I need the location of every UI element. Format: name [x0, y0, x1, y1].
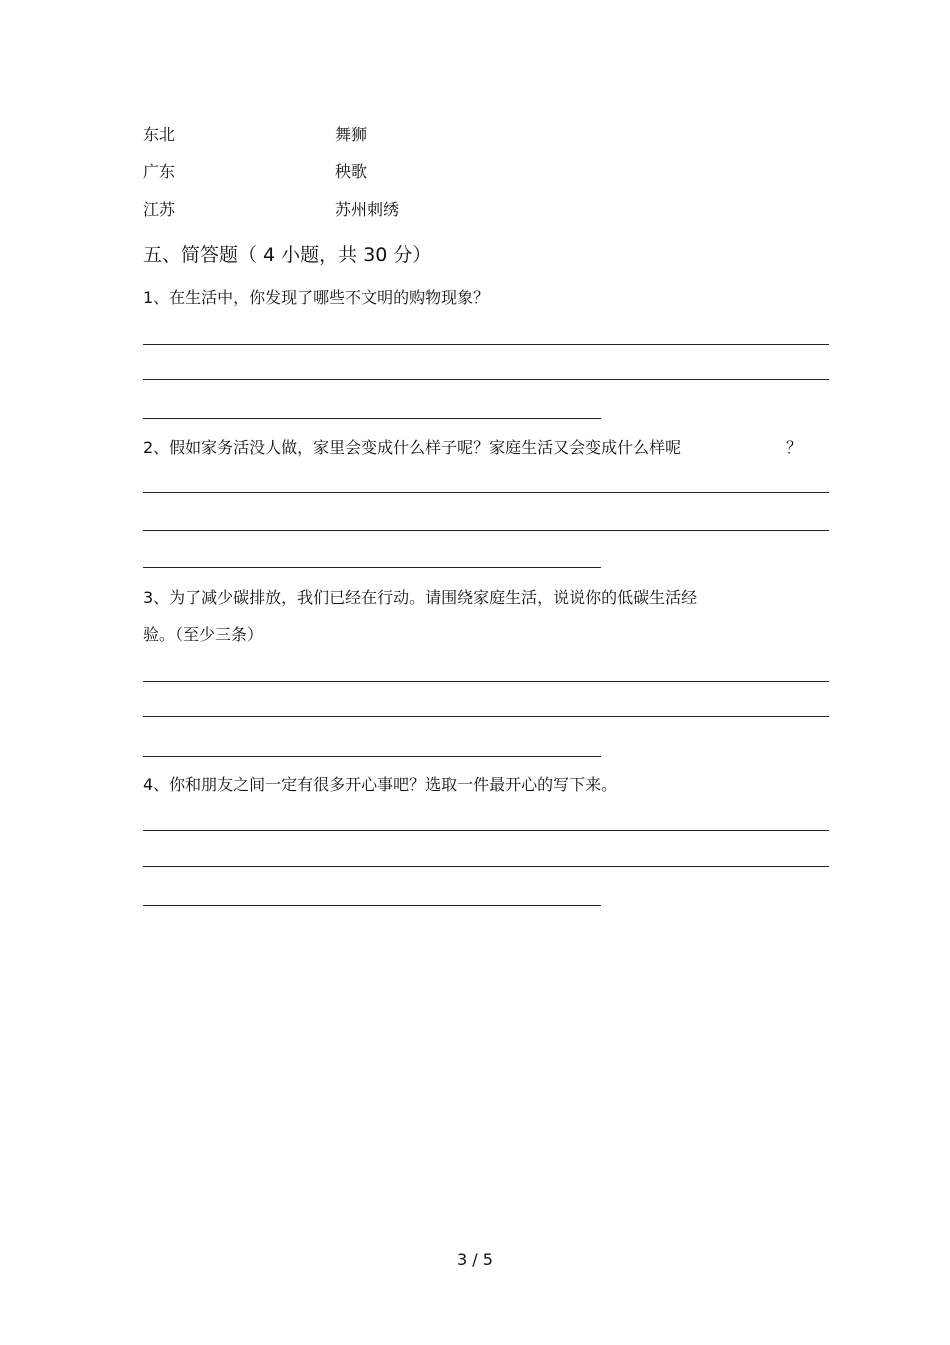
answer-line-2b[interactable] — [143, 530, 829, 531]
answer-line-1c[interactable] — [143, 418, 601, 419]
question-2-mark: ？ — [786, 438, 803, 457]
question-1: 1、在生活中，你发现了哪些不文明的购物现象？ — [143, 288, 490, 307]
question-2: 2、假如家务活没人做，家里会变成什么样子呢？家庭生活又会变成什么样呢 — [143, 438, 682, 457]
question-4: 4、你和朋友之间一定有很多开心事吧？选取一件最开心的写下来。 — [143, 775, 618, 794]
answer-line-1a[interactable] — [143, 344, 829, 345]
answer-line-2a[interactable] — [143, 492, 829, 493]
answer-line-3b[interactable] — [143, 716, 829, 717]
answer-line-4a[interactable] — [143, 830, 829, 831]
match-left-3: 江苏 — [143, 200, 176, 219]
answer-line-3a[interactable] — [143, 681, 829, 682]
section-title: 五、简答题（ 4 小题，共 30 分） — [143, 244, 432, 266]
match-left-1: 东北 — [143, 125, 176, 144]
answer-line-4b[interactable] — [143, 866, 829, 867]
match-right-2: 秧歌 — [335, 162, 368, 181]
page-number: 3 / 5 — [457, 1250, 493, 1269]
match-right-1: 舞狮 — [335, 125, 368, 144]
match-left-2: 广东 — [143, 162, 176, 181]
question-3: 3、为了减少碳排放，我们已经在行动。请围绕家庭生活，说说你的低碳生活经 — [143, 588, 698, 607]
answer-line-1b[interactable] — [143, 379, 829, 380]
match-right-3: 苏州刺绣 — [335, 200, 400, 219]
answer-line-2c[interactable] — [143, 567, 601, 568]
answer-line-3c[interactable] — [143, 756, 601, 757]
answer-line-4c[interactable] — [143, 905, 601, 906]
question-3-continuation: 验。（至少三条） — [143, 625, 264, 644]
